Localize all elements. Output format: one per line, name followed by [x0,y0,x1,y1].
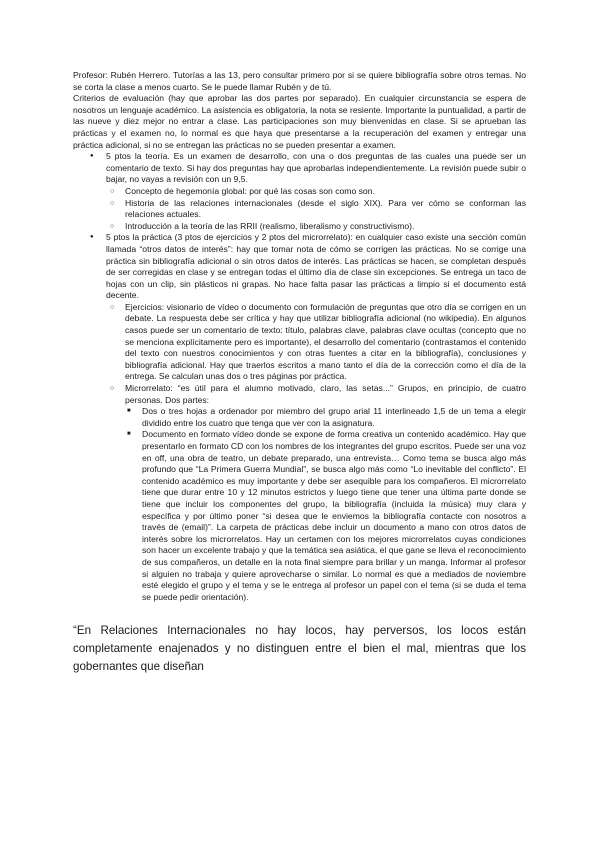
quote-paragraph: “En Relaciones Internacionales no hay locos, hay perversos, los locos están completamente enajenados y no distinguen entre el bien el mal, mientras que los gobernantes que diseñan [73,624,526,674]
list-item-practice [106,232,526,603]
list-item: ■ Dos o tres hojas a ordenador por miembro del grupo arial 11 interlineado 1,5 de un tema a elegir dividido entre los cuatro que tenga que ver con la asignatura. [142,406,526,429]
document-body [73,70,526,603]
practice-parts-list [106,302,526,603]
list-item-microrrelato [125,383,526,603]
microrrelato-parts-list [125,406,526,603]
list-item: ■ Documento en formato vídeo donde se expone de forma creativa un contenido académico. Hay que presentarlo en formato CD con los nombres de los integrantes del grupo escritos. Puede ser una voz en off, una obra de teatro, un debate preparado, una entrevista… Como tema se busca algo más profundo que “La Primera Guerra Mundial”, se busca algo más como “Lo inevitable del conflicto”. El contenido académico es muy importante y debe ser asequible para los compañeros. El microrrelato tiene que durar entre 10 y 12 minutos estrictos y luego tiene que tener una última parte donde se tiene que incluir los componentes del grupo, la bibliografía (incluida la música) muy clara y específica y por último poner “si desea que le enviemos la bibliografía contacte con nosotros a través de (email)”. La carpeta de prácticas debe incluir un documento a mano con otros datos de interés sobre los microrrelatos. Hay un certamen con los mejores microrrelatos cuyas condiciones son hacer un excelente trabajo y que la temática sea asiática, el que gane se lleva el reconocimiento de sus compañeros, un detalle en la nota final siempre para brillar y un manga. Informar al profesor si alguien no trabaja y quiere aprovecharse o similar. Lo normal es que a mediados de noviembre esté elegido el grupo y el tema y se le entrega al profesor un papel con el tema (si se duda el tema se puede pedir orientación). [142,429,526,603]
list-item-exercises: ○ Ejercicios: visionario de vídeo o documento con formulación de preguntas que otro día se corrigen en un debate. La respuesta debe ser crítica y hay que utilizar bibliografía adicional (no wikipedia). En algunos casos puede ser un comentario de texto: título, palabras clave, palabras clave ocultas (concepto que no se menciona explícitamente pero es importante), el desarrollo del comentario (contrastamos el contenido del texto con nuestros conocimientos y con otras fuentes a citar en la bibliografía), conclusiones y bibliografía adicional. Hay que traerlos escritos a mano tanto el día de la corrección como el día de la entrega. Se calculan unas dos o tres páginas por práctica. [125,302,526,383]
theory-text: 5 ptos la teoría. Es un examen de desarrollo, con una o dos preguntas de las cuales una puede ser un comentario de texto. Si hay dos preguntas hay que aprobarlas independientemente. La revisión puede subir o bajar, no vayas a revisión con un 9,5. [106,151,526,185]
theory-topics-list [106,186,526,232]
list-item: ○ Concepto de hegemonía global: por qué las cosas son como son. [125,186,526,198]
list-item-theory [106,151,526,232]
professor-paragraph: Profesor: Rubén Herrero. Tutorías a las 13, pero consultar primero por si se quiere bibliografía sobre otros temas. No se corta la clase a menos cuarto. Se le puede llamar Rubén y de tú. [73,70,526,92]
microrrelato-text: Microrrelato: “es útil para el alumno motivado, claro, las setas...” Grupos, en principio, de cuatro personas. Dos partes: [125,383,526,405]
evaluation-criteria-paragraph: Criterios de evaluación (hay que aprobar las dos partes por separado). En cualquier circunstancia se espera de nosotros un lenguaje académico. La asistencia es obligatoria, la nota se resiente. Importante la puntualidad, a partir de las nueve y diez mejor no entrar a clase. Las participaciones son muy bienvenidas en clase. Si se aprueban las prácticas y el examen no, lo normal es que haya que presentarse a la recuperación del examen y entregar una práctica adicional, si no se entregan las prácticas no se pueden presentar a examen. [73,93,526,150]
practice-text: 5 ptos la práctica (3 ptos de ejercicios y 2 ptos del microrrelato): en cualquier caso existe una sección común llamada “otros datos de interés”: hay que tomar nota de cómo se corrigen las prácticas. No se corrige una práctica sin bibliografía adicional o sin otros datos de interés. Las prácticas se hacen, se completan después de ser corregidas en clase y se entregan todas el último día de clase sin excepciones. Se entrega un taco de hojas con un clip, sin plásticos ni grapas. No hace falta pasar las prácticas a limpio si el documento está decente. [106,232,526,301]
list-item: ○ Historia de las relaciones internacionales (desde el siglo XIX). Para ver cómo se conforman las relaciones actuales. [125,198,526,221]
list-item: ○ Introducción a la teoría de las RRII (realismo, liberalismo y constructivismo). [125,221,526,233]
evaluation-list [73,151,526,603]
